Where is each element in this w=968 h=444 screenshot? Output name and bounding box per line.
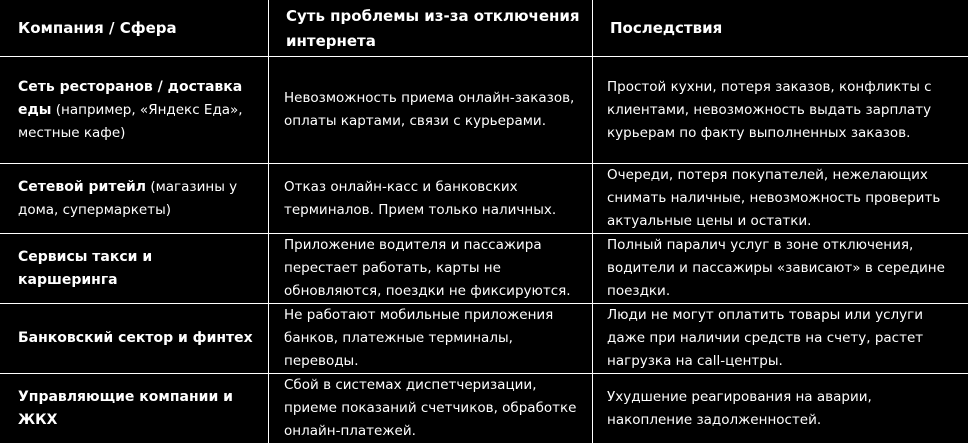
- problem-cell: Сбой в системах диспетчеризации, приеме показаний счетчиков, обработке онлайн-платежей.: [269, 374, 593, 444]
- problem-cell: Приложение водителя и пассажира перестает работать, карты не обновляются, поездки не фиксируются.: [269, 234, 593, 304]
- consequence-cell: Очереди, потеря покупателей, нежелающих снимать наличные, невозможность проверить актуальные цены и остатки.: [593, 164, 968, 234]
- header-company: Компания / Сфера: [1, 1, 269, 57]
- table-row: [1, 164, 968, 234]
- problem-cell: Отказ онлайн-касс и банковских терминалов. Прием только наличных.: [269, 164, 593, 234]
- consequence-cell: Простой кухни, потеря заказов, конфликты с клиентами, невозможность выдать зарплату курьерам по факту выполненных заказов.: [593, 57, 968, 164]
- table-row: [1, 57, 968, 164]
- company-note: (магазины у дома, супермаркеты): [18, 179, 237, 218]
- company-cell: [1, 57, 269, 164]
- company-cell: [1, 304, 269, 374]
- consequence-cell: Ухудшение реагирования на аварии, накопление задолженностей.: [593, 374, 968, 444]
- table-row: [1, 374, 968, 444]
- problem-cell: Невозможность приема онлайн-заказов, оплаты картами, связи с курьерами.: [269, 57, 593, 164]
- company-name: Управляющие компании и ЖКХ: [18, 389, 233, 428]
- company-name: Банковский сектор и финтех: [18, 330, 253, 346]
- company-name: Сетевой ритейл: [18, 179, 146, 195]
- consequence-cell: Полный паралич услуг в зоне отключения, водители и пассажиры «зависают» в середине поездки.: [593, 234, 968, 304]
- company-name: Сеть ресторанов / доставка еды: [18, 79, 242, 118]
- company-cell: [1, 374, 269, 444]
- company-cell: [1, 234, 269, 304]
- table-row: [1, 234, 968, 304]
- company-note: (например, «Яндекс Еда», местные кафе): [18, 102, 243, 141]
- header-consequence: Последствия: [593, 1, 968, 57]
- table-row: [1, 304, 968, 374]
- header-problem: Суть проблемы из-за отключения интернета: [269, 1, 593, 57]
- consequence-cell: Люди не могут оплатить товары или услуги даже при наличии средств на счету, растет нагрузка на call-центры.: [593, 304, 968, 374]
- company-name: Сервисы такси и каршеринга: [18, 249, 152, 288]
- company-cell: [1, 164, 269, 234]
- problem-cell: Не работают мобильные приложения банков, платежные терминалы, переводы.: [269, 304, 593, 374]
- header-row: [1, 1, 968, 57]
